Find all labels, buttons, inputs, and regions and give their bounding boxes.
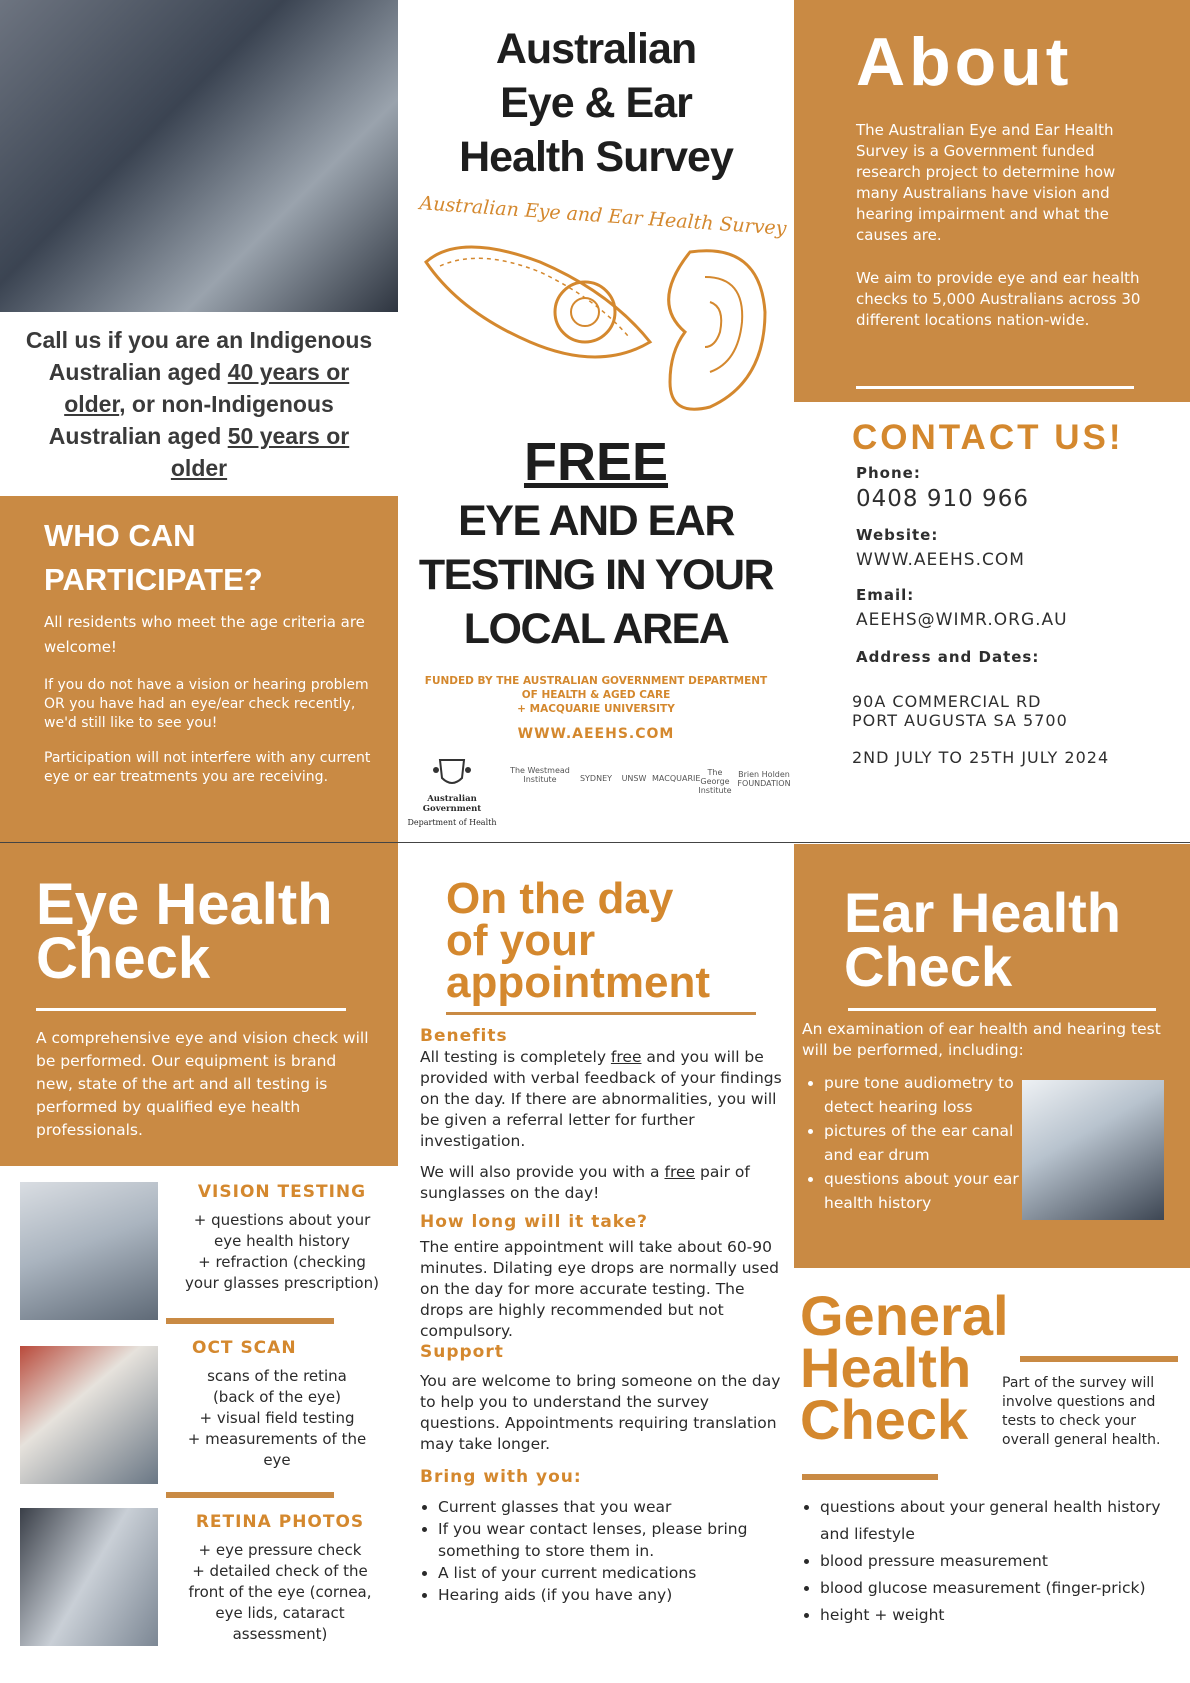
who-paragraph: All residents who meet the age criteria are welcome!: [44, 613, 365, 656]
vision-testing-lines: + questions about your eye health history + refraction (checking your glasses prescription): [185, 1211, 379, 1292]
about-title: About: [856, 24, 1073, 100]
page-divider: [0, 842, 1190, 843]
eligibility-line: Call us if you are an Indigenous: [25, 327, 373, 353]
partner-logo: Brien Holden FOUNDATION: [737, 770, 791, 788]
general-bar-bottom: [802, 1474, 938, 1480]
script-title: Australian Eye and Ear Health Survey: [418, 192, 788, 240]
vision-testing-title: VISION TESTING: [197, 1182, 367, 1202]
list-item: • Hearing aids (if you have any): [438, 1584, 790, 1606]
general-side-text: Part of the survey will involve questions and tests to check your overall general health.: [1002, 1375, 1161, 1448]
address-line: 90A COMMERCIAL RD: [852, 692, 1042, 711]
audiometry-photo: [1022, 1080, 1164, 1220]
ear-description: An examination of ear health and hearing test will be performed, including:: [802, 1020, 1161, 1059]
list-item: • blood glucose measurement (finger-prick): [820, 1575, 1182, 1602]
oct-scan-block: [166, 1338, 388, 1471]
testing-headline: EYE AND EAR TESTING IN YOUR LOCAL AREA: [418, 497, 774, 653]
list-item: • pictures of the ear canal and ear drum: [824, 1119, 1034, 1167]
benefits-title: Benefits: [420, 1026, 508, 1046]
bring-title: Bring with you:: [420, 1467, 582, 1487]
eligibility-line: Australian aged 50 years or: [48, 423, 350, 449]
website-label: Website:: [856, 526, 939, 544]
list-item: • pure tone audiometry to detect hearing loss: [824, 1071, 1034, 1119]
about-paragraph: We aim to provide eye and ear health checks to 5,000 Australians across 30 different locations nation-wide.: [856, 269, 1141, 329]
dates: 2ND JULY TO 25TH JULY 2024: [852, 748, 1110, 767]
who-paragraph: If you do not have a vision or hearing problem OR you have had an eye/ear check recently, we'd still like to see you!: [44, 677, 369, 731]
section-bar: [166, 1492, 334, 1498]
survey-title: Australian Eye & Ear Health Survey: [459, 25, 733, 181]
general-bar-top: [1020, 1356, 1178, 1362]
about-panel: [794, 0, 1190, 402]
free-heading: FREE: [523, 432, 669, 492]
on-the-day-title: On the day of your appointment: [446, 874, 710, 1007]
oct-scan-title: OCT SCAN: [192, 1338, 297, 1358]
ear-list: [802, 1071, 1034, 1215]
how-long-text: The entire appointment will take about 60-90 minutes. Dilating eye drops are normally used on the day for more accurate testing. The drops are highly recommended but not compulsory.: [420, 1238, 779, 1340]
support-title: Support: [420, 1342, 504, 1362]
partner-logo: UNSW: [621, 774, 647, 783]
ear-health-title: Ear Health Check: [844, 881, 1121, 998]
who-can-participate-panel: [0, 496, 398, 844]
list-item: • questions about your ear health history: [824, 1167, 1034, 1215]
list-item: • A list of your current medications: [438, 1562, 790, 1584]
who-paragraph: Participation will not interfere with any current eye or ear treatments you are receiving.: [44, 750, 371, 785]
phone-label: Phone:: [856, 464, 921, 482]
list-item: • blood pressure measurement: [820, 1548, 1182, 1575]
retina-photos-title: RETINA PHOTOS: [195, 1512, 365, 1532]
email-label: Email:: [856, 586, 915, 604]
funded-by: FUNDED BY THE AUSTRALIAN GOVERNMENT DEPARTMENT OF HEALTH & AGED CARE + MACQUARIE UNIVERSITY: [424, 675, 768, 715]
eye-description: A comprehensive eye and vision check will be performed. Our equipment is brand new, state of the art and all testing is performed by qualified eye health professionals.: [36, 1029, 369, 1139]
phone-number[interactable]: 0408 910 966: [856, 486, 1029, 512]
general-health-title: General Health Check: [800, 1284, 1009, 1451]
coat-of-arms-icon: [432, 756, 472, 790]
section-bar: [166, 1318, 334, 1324]
who-title: WHO CAN PARTICIPATE?: [44, 518, 263, 597]
oct-scan-lines: scans of the retina (back of the eye) + visual field testing + measurements of the eye: [187, 1367, 367, 1469]
eye-health-title: Eye Health Check: [36, 872, 333, 991]
partner-logo: The Westmead Institute: [510, 766, 570, 784]
list-item: • questions about your general health history and lifestyle: [820, 1494, 1182, 1548]
list-item: • Current glasses that you wear: [438, 1496, 790, 1518]
about-paragraph: The Australian Eye and Ear Health Survey is a Government funded research project to determine how many Australians have vision and hearing impairment and what the causes are.: [856, 121, 1116, 244]
eye-divider: [36, 1008, 346, 1011]
eligibility-line: Australian aged 40 years or: [48, 359, 350, 385]
contact-title: CONTACT US!: [852, 418, 1124, 457]
retina-photo: [20, 1508, 158, 1646]
contact-details: [852, 464, 1186, 767]
email-link[interactable]: AEEHS@WIMR.ORG.AU: [856, 610, 1068, 630]
center-website[interactable]: WWW.AEEHS.COM: [517, 726, 675, 742]
bring-list: [420, 1496, 790, 1606]
eye-health-panel: [0, 844, 398, 1166]
list-item: • If you wear contact lenses, please bring something to store them in.: [438, 1518, 790, 1562]
support-text: You are welcome to bring someone on the day to help you to understand the survey questions. Appointments requiring translation may take longer.: [420, 1372, 781, 1453]
retina-photos-lines: + eye pressure check + detailed check of the front of the eye (cornea, eye lids, cataract assessment): [188, 1541, 372, 1643]
on-the-day-divider: [446, 1012, 756, 1015]
sunglasses-text: We will also provide you with a free pair of sunglasses on the day!: [420, 1163, 750, 1202]
oct-scan-photo: [20, 1346, 158, 1484]
how-long-title: How long will it take?: [420, 1212, 649, 1232]
vision-testing-photo: [20, 1182, 158, 1320]
retina-photos-block: [168, 1512, 392, 1645]
list-item: • height + weight: [820, 1602, 1182, 1629]
vision-testing-block: [172, 1182, 392, 1294]
eligibility-callout: [0, 324, 398, 484]
partner-logo: The George Institute: [698, 768, 732, 795]
general-list: [802, 1494, 1182, 1629]
address-line: PORT AUGUSTA SA 5700: [852, 711, 1068, 730]
ear-divider: [848, 1008, 1156, 1011]
about-divider: [856, 386, 1134, 389]
eye-ear-illustration: [420, 232, 780, 422]
website-link[interactable]: WWW.AEEHS.COM: [856, 550, 1025, 570]
eligibility-line: older: [170, 455, 228, 481]
address-label: Address and Dates:: [856, 648, 1040, 666]
benefits-text: All testing is completely free and you will be provided with verbal feedback of your findings on the day. If there are abnormalities, you will be given a referral letter for further investigation.: [420, 1048, 782, 1150]
on-the-day-body: [420, 1026, 790, 1606]
gov-line: Australian Government: [422, 794, 482, 814]
partner-logo: SYDNEY: [579, 774, 613, 783]
eligibility-line: older, or non-Indigenous: [64, 391, 334, 417]
gov-line: Department of Health: [407, 818, 497, 827]
hero-photo-slit-lamp: [0, 0, 398, 312]
gov-logo: [400, 756, 504, 827]
partner-logo: MACQUARIE: [652, 774, 701, 783]
